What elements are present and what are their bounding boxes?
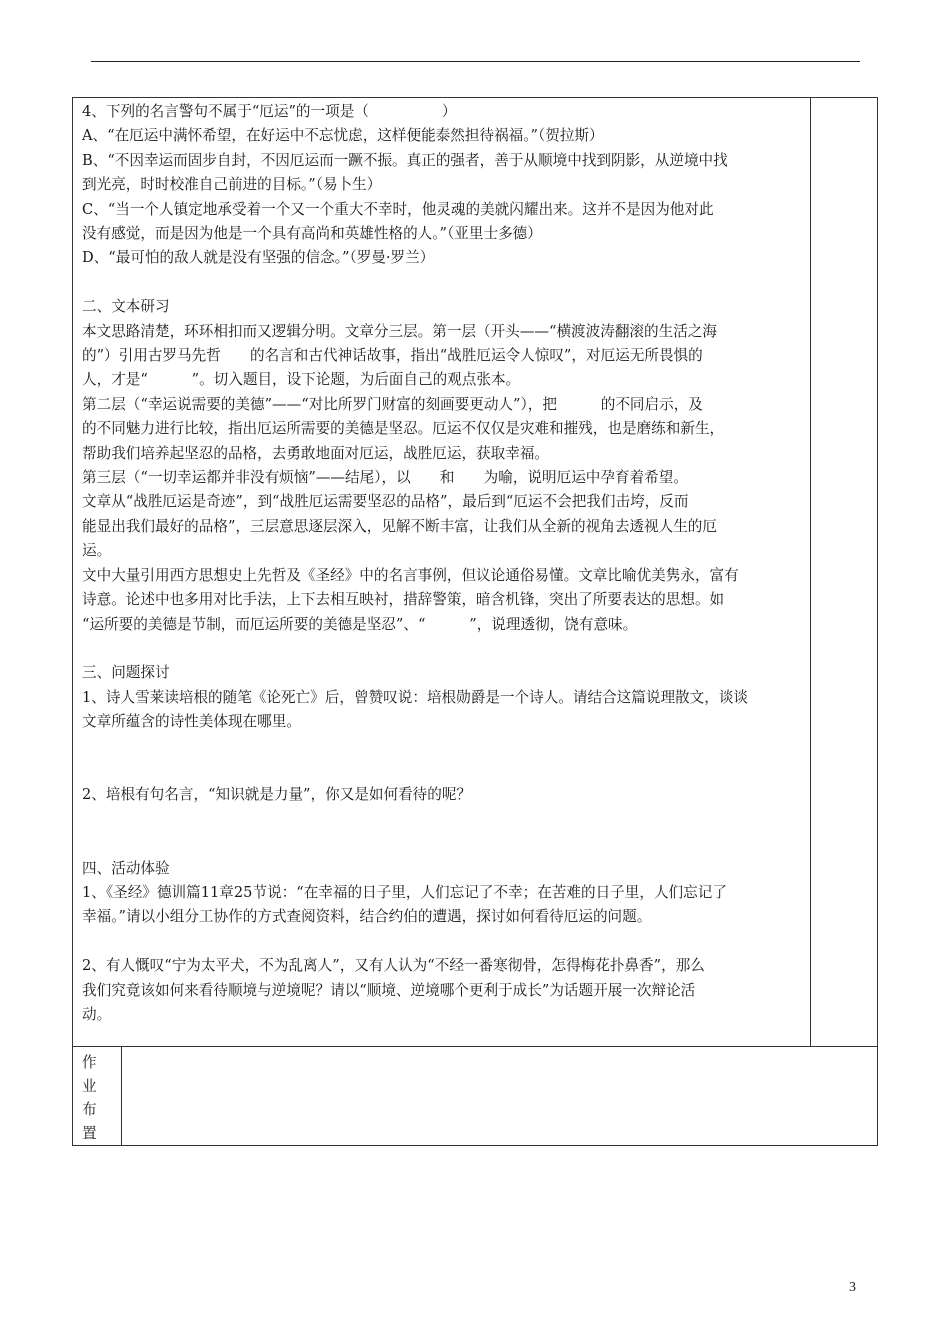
section-2-line: 第二层（“幸运说需要的美德”——“对比所罗门财富的刻画要更动人”），把 的不同启示，及 [82, 395, 703, 413]
section-4-question-2-end: 动。 [82, 1005, 112, 1023]
section-4-question-2: 2、有人慨叹“宁为太平犬，不为乱离人”，又有人认为“不经一番寒彻骨，怎得梅花扑鼻香”，那么 [82, 957, 705, 975]
header-rule [91, 61, 860, 62]
section-2-line: 文中大量引用西方思想史上先哲及《圣经》中的名言事例，但议论通俗易懂。文章比喻优美隽永，富有 [82, 566, 739, 584]
section-2-line: 第三层（“一切幸运都并非没有烦恼”——结尾），以 和 为喻，说明厄运中孕育着希望。 [82, 469, 688, 487]
content-cell [73, 98, 811, 1046]
content-row [73, 98, 877, 1047]
homework-label-char: 布 [82, 1101, 97, 1118]
option-b-line-1: B、“不因幸运而固步自封，不因厄运而一蹶不振。真正的强者，善于从顺境中找到阴影，从逆境中找 [82, 151, 728, 169]
section-2-line: 文章从“战胜厄运是奇迹”，到“战胜厄运需要坚忍的品格”，最后到“厄运不会把我们击垮，反而 [82, 493, 689, 511]
homework-label-char: 业 [82, 1077, 97, 1095]
section-2-line: 运。 [82, 542, 112, 560]
homework-label [73, 1047, 122, 1145]
section-3-question-1: 1、诗人雪莱读培根的随笔《论死亡》后，曾赞叹说：培根勋爵是一个诗人。请结合这篇说理散文，谈谈 [82, 688, 749, 706]
section-2-line: 人，才是“ ”。切入题目，设下论题，为后面自己的观点张本。 [82, 371, 521, 389]
homework-row [73, 1047, 877, 1145]
section-4-question-2-cont: 我们究竟该如何来看待顺境与逆境呢？请以“顺境、逆境哪个更利于成长”为话题开展一次辩论活 [82, 981, 696, 999]
option-c-line-1: C、“当一个人镇定地承受着一个又一个重大不幸时，他灵魂的美就闪耀出来。这并不是因为他对此 [82, 200, 714, 218]
section-2-line: 能显出我们最好的品格”，三层意思逐层深入，见解不断丰富，让我们从全新的视角去透视人生的厄 [82, 517, 717, 535]
option-d: D、“最可怕的敌人就是没有坚强的信念。”（罗曼·罗兰） [82, 249, 435, 267]
page-number: 3 [849, 1280, 856, 1295]
side-column-cell [811, 98, 877, 1046]
option-a: A、“在厄运中满怀希望，在好运中不忘忧虑，这样便能泰然担待祸福。”（贺拉斯） [82, 127, 604, 145]
section-3-heading: 三、问题探讨 [82, 664, 170, 682]
section-2-line: 的”）引用古罗马先哲 的名言和古代神话故事，指出“战胜厄运令人惊叹”，对厄运无所畏惧的 [82, 347, 703, 365]
option-c-line-2: 没有感觉，而是因为他是一个具有高尚和英雄性格的人。”（亚里士多德） [82, 225, 542, 243]
section-2-line: 帮助我们培养起坚忍的品格，去勇敢地面对厄运，战胜厄运，获取幸福。 [82, 444, 550, 462]
homework-content-cell[interactable] [122, 1047, 877, 1145]
section-4-question-1: 1、《圣经》德训篇11章25节说：“在幸福的日子里，人们忘记了不幸；在苦难的日子里，人们忘记了 [82, 883, 727, 901]
section-2-line: “运所要的美德是节制，而厄运所要的美德是坚忍”、“ ”，说理透彻，饶有意味。 [82, 615, 638, 633]
section-2-line: 的不同魅力进行比较，指出厄运所需要的美德是坚忍。厄运不仅仅是灾难和摧残，也是磨练和新生， [82, 420, 725, 438]
section-3-question-1-cont: 文章所蕴含的诗性美体现在哪里。 [82, 713, 301, 731]
section-2-line: 诗意。论述中也多用对比手法，上下去相互映衬，措辞警策，暗含机锋，突出了所要表达的思想。如 [82, 591, 725, 609]
worksheet-table [72, 97, 878, 1146]
section-2-line: 本文思路清楚，环环相扣而又逻辑分明。文章分三层。第一层（开头——“横渡波涛翻滚的生活之海 [82, 322, 717, 340]
option-b-line-2: 到光亮，时时校准自己前进的目标。”（易卜生） [82, 176, 382, 194]
homework-label-char: 置 [82, 1124, 97, 1142]
section-4-question-1-cont: 幸福。”请以小组分工协作的方式查阅资料，结合约伯的遭遇，探讨如何看待厄运的问题。 [82, 908, 652, 926]
question-4-title: 4、下列的名言警句不属于“厄运”的一项是（ ） [82, 103, 457, 120]
section-3-question-2: 2、培根有句名言，“知识就是力量”，你又是如何看待的呢？ [82, 786, 472, 804]
homework-label-char: 作 [82, 1054, 97, 1071]
section-2-heading: 二、文本研习 [82, 298, 170, 316]
section-4-heading: 四、活动体验 [82, 859, 170, 877]
